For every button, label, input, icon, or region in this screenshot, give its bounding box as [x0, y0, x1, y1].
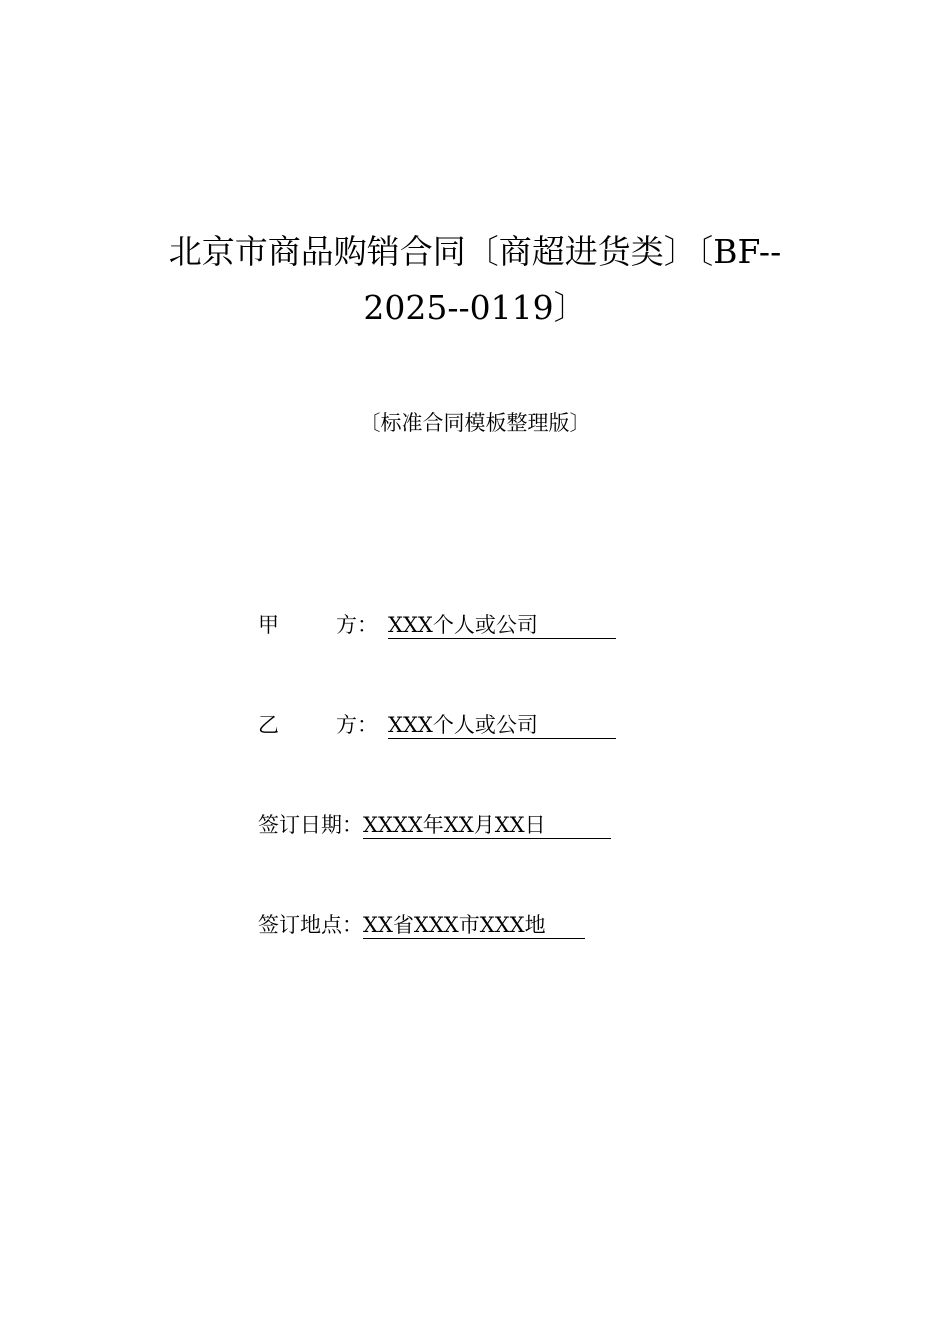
party-b-value: XXX个人或公司 — [388, 712, 616, 739]
document-title — [0, 224, 950, 336]
document-subtitle: 〔标准合同模板整理版〕 — [359, 411, 591, 435]
title-line-1: 北京市商品购销合同〔商超进货类〕〔BF-- — [168, 232, 782, 271]
title-line-2: 2025--0119〕 — [363, 288, 587, 327]
sign-place-field — [258, 910, 585, 940]
party-b-field — [258, 710, 616, 740]
sign-date-field — [258, 810, 611, 840]
sign-date-label: 签订日期： — [258, 813, 363, 837]
sign-place-label: 签订地点： — [258, 913, 363, 937]
party-a-label: 甲 方： — [258, 613, 378, 637]
sign-place-value: XX省XXX市XXX地 — [363, 912, 585, 939]
party-a-field — [258, 610, 616, 640]
party-b-label: 乙 方： — [258, 713, 378, 737]
party-a-value: XXX个人或公司 — [388, 612, 616, 639]
sign-date-value: XXXX年XX月XX日 — [363, 812, 611, 839]
